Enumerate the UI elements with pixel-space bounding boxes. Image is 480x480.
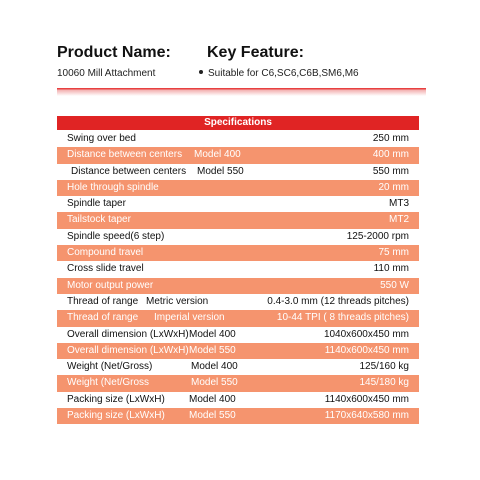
spec-label: Compound travel	[67, 247, 144, 259]
spec-value: MT2	[389, 214, 409, 226]
table-row	[57, 164, 419, 180]
spec-value: 400 mm	[372, 149, 409, 161]
table-row	[57, 343, 419, 359]
spec-value: 125-2000 rpm	[346, 230, 409, 242]
spec-label: Hole through spindle	[67, 181, 159, 193]
spec-model: Model 550	[197, 165, 244, 177]
table-row	[57, 310, 419, 326]
table-row	[57, 131, 419, 147]
spec-value: 1140x600x450 mm	[324, 344, 409, 356]
table-row	[57, 375, 419, 391]
spec-label: Packing size (LxWxH)	[67, 393, 165, 405]
bullet-icon	[199, 70, 203, 74]
table-row	[57, 229, 419, 245]
header-divider	[57, 88, 426, 96]
table-row	[57, 327, 419, 343]
spec-value: 250 mm	[372, 133, 409, 144]
spec-label: Cross slide travel	[67, 263, 144, 275]
product-name-heading: Product Name:	[57, 44, 171, 61]
spec-value: 10-44 TPI ( 8 threads pitches)	[276, 312, 409, 324]
spec-model: Model 400	[189, 328, 236, 340]
table-row	[57, 147, 419, 163]
spec-label: Spindle speed(6 step)	[67, 230, 165, 242]
table-row	[57, 180, 419, 196]
table-row	[57, 278, 419, 294]
spec-value: 550 W	[380, 279, 409, 291]
spec-model: Metric version	[146, 295, 209, 307]
table-row	[57, 196, 419, 212]
table-row	[57, 261, 419, 277]
spec-model: Model 400	[194, 149, 241, 161]
spec-label: Packing size (LxWxH)	[67, 410, 165, 422]
table-row	[57, 212, 419, 228]
spec-value: 75 mm	[378, 247, 409, 259]
table-row	[57, 359, 419, 375]
spec-label: Swing over bed	[67, 133, 136, 144]
spec-value: 550 mm	[372, 165, 409, 177]
spec-label: Thread of range	[67, 312, 139, 324]
table-row	[57, 245, 419, 261]
spec-value: 20 mm	[378, 181, 409, 193]
spec-value: 1170x640x580 mm	[324, 410, 409, 422]
spec-label: Motor output power	[67, 279, 154, 291]
spec-label: Spindle taper	[67, 198, 126, 210]
specifications-title: Specifications	[57, 116, 419, 130]
spec-model: Imperial version	[154, 312, 225, 324]
spec-label: Distance between centers	[71, 165, 187, 177]
spec-label: Overall dimension (LxWxH)	[67, 344, 189, 356]
spec-model: Model 550	[191, 377, 238, 389]
spec-value: 145/180 kg	[359, 377, 409, 389]
spec-model: Model 400	[189, 393, 236, 405]
table-row	[57, 294, 419, 310]
spec-value: MT3	[389, 198, 409, 210]
spec-model: Model 550	[189, 410, 236, 422]
spec-value: 110 mm	[373, 263, 409, 275]
spec-label: Weight (Net/Gross	[67, 377, 150, 389]
spec-label: Tailstock taper	[67, 214, 131, 226]
spec-label: Thread of range	[67, 295, 139, 307]
specifications-table	[57, 131, 419, 424]
product-name-value: 10060 Mill Attachment	[57, 68, 156, 79]
spec-label: Overall dimension (LxWxH)	[67, 328, 189, 340]
spec-model: Model 550	[189, 344, 236, 356]
table-row	[57, 408, 419, 424]
spec-label: Weight (Net/Gross)	[67, 361, 153, 373]
key-feature-text: Suitable for C6,SC6,C6B,SM6,M6	[208, 68, 359, 79]
spec-value: 125/160 kg	[359, 361, 409, 373]
spec-label: Distance between centers	[67, 149, 183, 161]
table-row	[57, 392, 419, 408]
spec-value: 1040x600x450 mm	[323, 328, 409, 340]
key-feature-heading: Key Feature:	[207, 44, 304, 61]
spec-model: Model 400	[191, 361, 238, 373]
spec-value: 0.4-3.0 mm (12 threads pitches)	[267, 295, 409, 307]
spec-value: 1140x600x450 mm	[324, 393, 409, 405]
